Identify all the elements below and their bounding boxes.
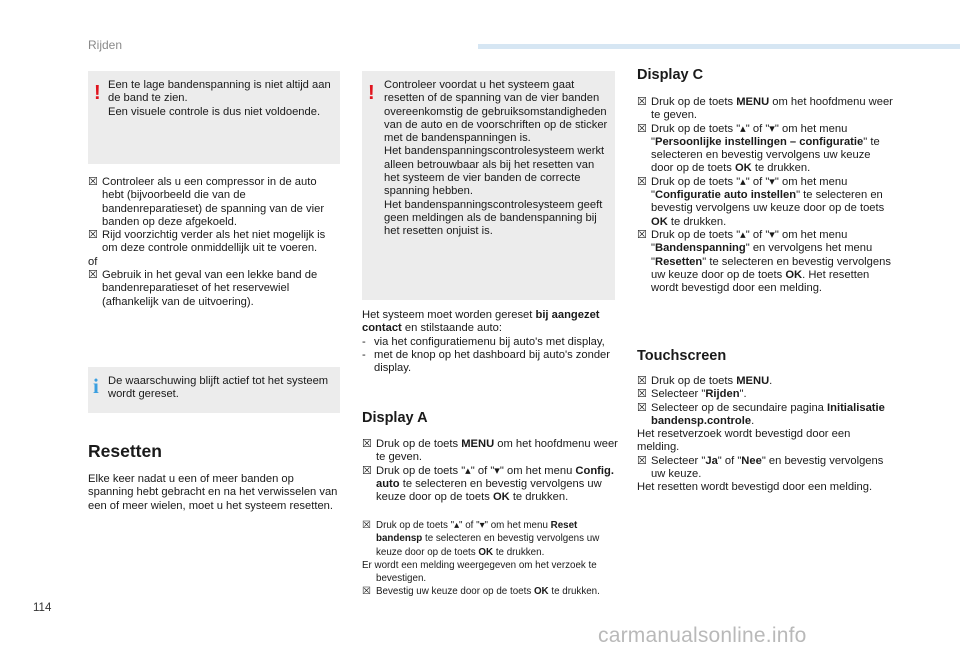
bullet-icon: ☒ (88, 229, 99, 242)
watermark-logo: carmanualsonline.info (598, 624, 807, 647)
step-text: Er wordt een melding weergegeven om het verzoek te bevestigen. (362, 559, 597, 585)
list-item: Gebruik in het geval van een lekke band de bandenreparatieset of het reservewiel (afhankelijk van de uitvoering). (102, 269, 318, 308)
step-text: " om het menu " (651, 122, 848, 148)
touchscreen-steps (637, 375, 893, 495)
step-key: OK (734, 162, 752, 175)
arrow-up-icon: ▴ (465, 464, 471, 477)
warning-text: Het bandenspanningscontrolesysteem geeft geen meldingen als de bandenspanning bij het resetten onjuist is. (384, 198, 603, 238)
bullet-icon: ☒ (362, 520, 371, 531)
arrow-up-icon: ▴ (740, 228, 746, 241)
bullet-icon: ☒ (637, 388, 648, 401)
arrow-down-icon: ▾ (479, 520, 485, 531)
step-text: " om het menu " (651, 175, 848, 202)
bullet-icon: ☒ (637, 454, 648, 467)
step-key: Bandenspanning (654, 242, 746, 255)
step-text: Druk op de toets (376, 438, 462, 450)
step-text: te drukken. (493, 546, 545, 558)
step-key: Config. auto (376, 464, 614, 490)
step-text: Het resetverzoek wordt bevestigd door een melding. (637, 428, 851, 454)
list-item: via het configuratiemenu bij auto's met display, (374, 335, 605, 348)
step-text: " te selecteren en bevestig vervolgens uw keuze door op de toets (651, 135, 880, 175)
step-text: om het hoofdmenu weer te geven. (376, 438, 618, 464)
step-text: te drukken. (751, 162, 811, 175)
step-text: " en bevestig vervolgens uw keuze. (651, 454, 884, 481)
heading-touchscreen: Touchscreen (637, 348, 727, 364)
dash-mark: - (362, 348, 366, 361)
step-text: " te selecteren en bevestig vervolgens uw keuze door op de toets (651, 189, 885, 215)
warning-text: Een te lage bandenspanning is niet altijd aan de band te zien. (108, 79, 331, 105)
arrow-down-icon: ▾ (769, 122, 775, 135)
bullet-icon: ☒ (362, 438, 373, 450)
checklist (88, 176, 340, 309)
bullet-icon: ☒ (362, 586, 371, 598)
step-key: Persoonlijke instellingen – configuratie (654, 135, 864, 148)
bullet-icon: ☒ (362, 464, 373, 477)
bullet-icon: ☒ (637, 228, 648, 241)
step-text: te selecteren en bevestig vervolgens uw keuze door op de toets (376, 477, 602, 504)
step-text: te drukken. (548, 586, 600, 598)
step-text: Druk op de toets (651, 375, 737, 387)
heading-resetten: Resetten (88, 441, 162, 461)
step-text: Druk op de toets " (651, 175, 741, 188)
or-label: of (88, 255, 98, 268)
info-box (88, 367, 340, 413)
bullet-icon: ☒ (88, 269, 99, 282)
step-text: Druk op de toets " (376, 520, 455, 531)
heading-display-a: Display A (362, 410, 428, 426)
step-key: Ja (705, 454, 718, 467)
step-text: Druk op de toets " (651, 122, 741, 135)
step-text: . Het resetten wordt bevestigd door een melding. (651, 268, 870, 295)
step-key: Configuratie auto instellen (654, 189, 797, 202)
intro-text: en stilstaande auto: (401, 322, 502, 335)
step-key: Resetten (654, 255, 703, 268)
bullet-icon: ☒ (88, 176, 99, 188)
step-text: . (751, 414, 755, 427)
resetten-paragraph: Elke keer nadat u een of meer banden op spanning hebt gebracht en na het verwisselen van een of meer wielen, moet u het systeem resetten. (88, 473, 338, 512)
step-key: Rijden (705, 388, 740, 401)
warning-icon: ! (94, 82, 101, 104)
step-key: OK (533, 586, 549, 598)
warning-text: Controleer voordat u het systeem gaat resetten of de spanning van de vier banden overeenkomstig de gebruiksomstandigheden van de auto en de voorschriften op de sticker met de bandenspanningen is. (384, 79, 608, 145)
bullet-icon: ☒ (637, 96, 648, 108)
step-text: " om het menu " (651, 228, 848, 255)
step-text: " te selecteren en bevestig vervolgens uw keuze door op de toets (651, 255, 891, 281)
step-key: Nee (741, 454, 762, 467)
step-key: OK (478, 546, 494, 558)
step-text: ". (739, 388, 747, 401)
heading-display-c: Display C (637, 67, 704, 83)
info-icon: i (93, 374, 99, 398)
step-text: " of " (745, 228, 770, 241)
step-text: Druk op de toets " (376, 464, 466, 477)
warning-icon: ! (368, 82, 375, 104)
step-text: " of " (717, 454, 742, 467)
warning-text: Een visuele controle is dus niet voldoende. (108, 105, 321, 118)
info-text: De waarschuwing blijft actief tot het systeem wordt gereset. (108, 375, 329, 401)
step-key: Initialisatie bandensp.controle (651, 401, 885, 427)
step-text: te selecteren en bevestig vervolgens uw keuze door op de toets (376, 533, 600, 558)
step-key: MENU (736, 375, 770, 387)
display-a-steps (362, 438, 618, 504)
warning-box-2 (362, 71, 615, 300)
list-item: met de knop op het dashboard bij auto's zonder display. (374, 348, 610, 375)
arrow-down-icon: ▾ (769, 175, 775, 188)
bullet-icon: ☒ (637, 401, 648, 414)
step-text: Bevestig uw keuze door op de toets (376, 586, 534, 598)
step-text: te drukken. (509, 491, 569, 504)
list-item: Controleer als u een compressor in de auto hebt (bijvoorbeeld die van de bandenreparatieset) de spanning van de vier banden op deze afgekoeld. (102, 176, 325, 228)
intro-bold: bij aangezet contact (362, 309, 600, 335)
step-text: Druk op de toets (651, 96, 737, 108)
step-key: Reset bandensp (376, 520, 578, 545)
display-c-steps (637, 96, 893, 295)
step-key: OK (492, 491, 510, 504)
list-item: Rijd voorzichtig verder als het niet mogelijk is om deze controle onmiddellijk uit te voeren. (102, 229, 326, 255)
step-text: Druk op de toets " (651, 228, 741, 241)
step-key: MENU (461, 438, 495, 450)
arrow-down-icon: ▾ (769, 228, 775, 241)
step-text: " of " (459, 520, 480, 531)
bullet-icon: ☒ (637, 375, 648, 387)
step-text: " of " (470, 464, 495, 477)
intro-text: Het systeem moet worden gereset (362, 309, 536, 321)
bullet-icon: ☒ (637, 175, 648, 188)
step-text: Het resetten wordt bevestigd door een melding. (637, 481, 873, 494)
arrow-up-icon: ▴ (454, 520, 460, 531)
step-text: . (769, 375, 773, 387)
bullet-icon: ☒ (637, 122, 648, 135)
step-text: Selecteer " (651, 454, 706, 467)
step-text: Selecteer op de secundaire pagina (651, 401, 828, 414)
step-text: " en vervolgens het menu " (651, 242, 873, 268)
step-text: te drukken. (667, 215, 727, 228)
step-key: OK (651, 215, 668, 228)
arrow-up-icon: ▴ (740, 122, 746, 135)
warning-box-1 (88, 71, 340, 164)
step-text: " om het menu (499, 464, 576, 477)
step-text: Selecteer " (651, 388, 706, 401)
step-text: om het hoofdmenu weer te geven. (651, 96, 893, 122)
arrow-up-icon: ▴ (740, 175, 746, 188)
display-a-steps-small (362, 519, 620, 599)
section-title: Rijden (88, 38, 123, 52)
reset-intro (362, 309, 615, 375)
step-text: " of " (745, 175, 770, 188)
page-number: 114 (33, 602, 52, 614)
dash-mark: - (362, 335, 366, 348)
arrow-down-icon: ▾ (494, 464, 500, 477)
step-key: MENU (736, 96, 770, 108)
step-key: OK (785, 268, 803, 281)
header-bar (478, 44, 960, 49)
step-text: " om het menu (484, 520, 551, 531)
warning-text: Het bandenspanningscontrolesysteem werkt alleen betrouwbaar als bij het resetten van het systeem de vier banden de correcte spanning hebben. (384, 145, 605, 198)
step-text: " of " (745, 122, 770, 135)
